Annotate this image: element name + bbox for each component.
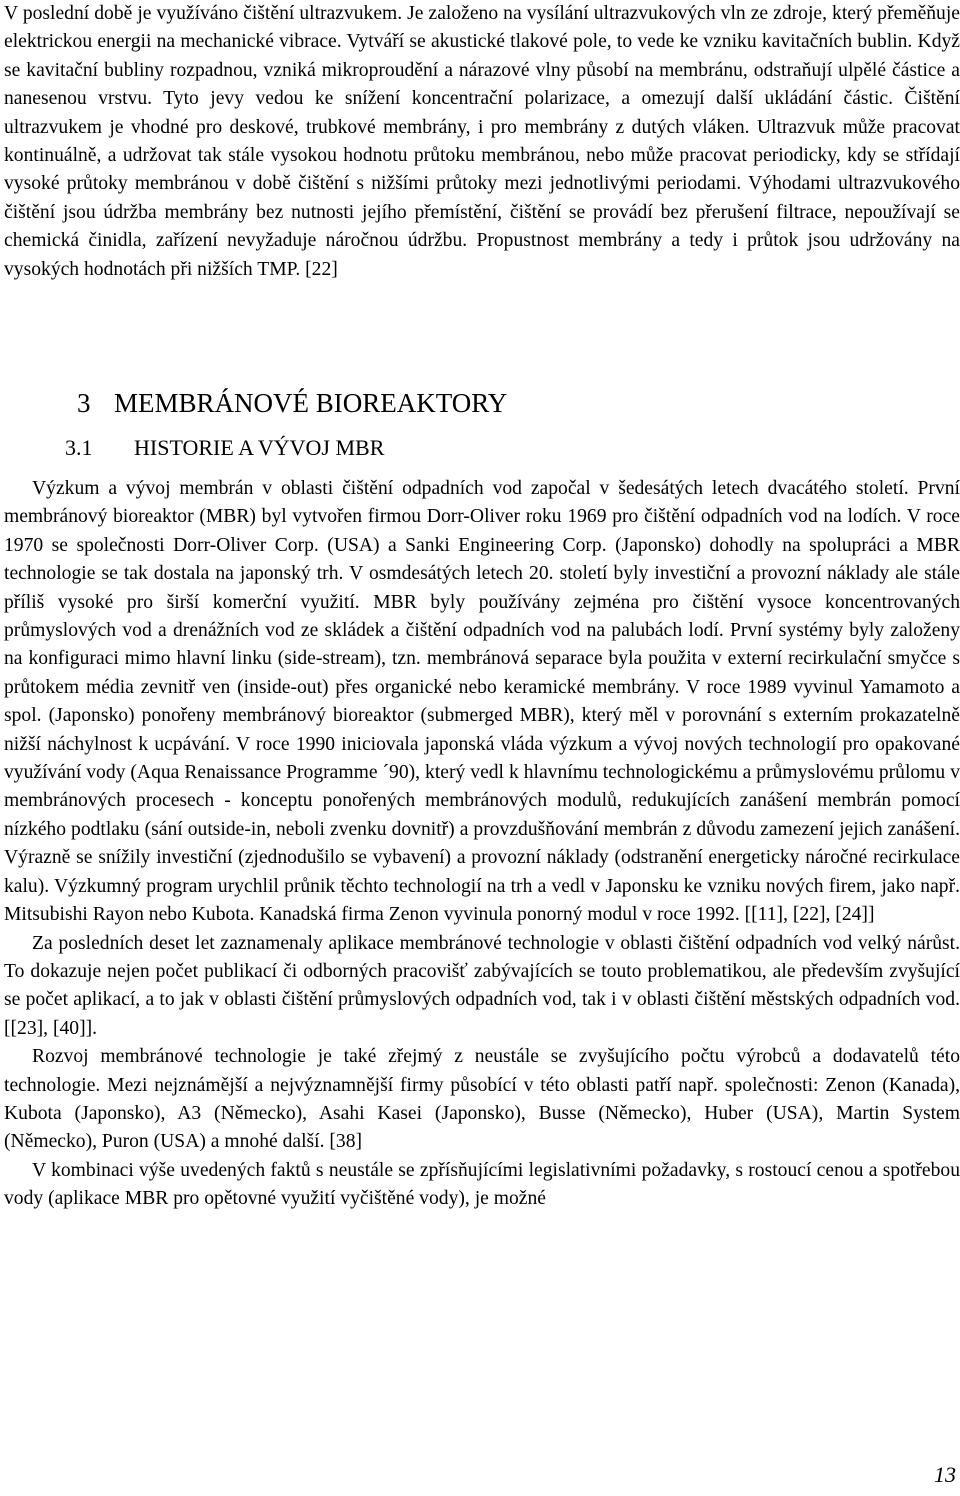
document-page xyxy=(4,0,960,1496)
body-paragraph: Výzkum a vývoj membrán v oblasti čištění odpadních vod započal v šedesátých letech dvacátého století. První membránový bioreaktor (MBR) byl vytvořen firmou Dorr-Oliver roku 1969 pro čištění odpadních vod na lodích. V roce 1970 se společnosti Dorr-Oliver Corp. (USA) a Sanki Engineering Corp. (Japonsko) dohodly na spolupráci a MBR technologie se tak dostala na japonský trh. V osmdesátých letech 20. století byly investiční a provozní náklady ale stále příliš vysoké pro širší komerční využití. MBR byly používány zejména pro čištění vysoce koncentrovaných průmyslových vod a drenážních vod ze skládek a čištění odpadních vod na palubách lodí. První systémy byly založeny na konfiguraci mimo hlavní linku (side-stream), tzn. membránová separace byla použita v externí recirkulační smyčce s průtokem média zevnitř ven (inside-out) přes organické nebo keramické membrány. V roce 1989 vyvinul Yamamoto a spol. (Japonsko) ponořeny membránový bioreaktor (submerged MBR), který měl v porovnání s externím prokazatelně nižší náchylnost k ucpávání. V roce 1990 iniciovala japonská vláda výzkum a vývoj nových technologií pro opakované využívání vody (Aqua Renaissance Programme ´90), který vedl k hlavnímu technologickému a průmyslovému průlomu v membránových procesech - konceptu ponořených membránových modulů, redukujících zanášení membrán pomocí nízkého podtlaku (sání outside-in, neboli zvenku dovnitř) a provzdušňování membrán z důvodu zamezení jejich zanášení. Výrazně se snížily investiční (zjednodušilo se vybavení) a provozní náklady (odstranění energeticky náročné recirkulace kalu). Výzkumný program urychlil průnik těchto technologií na trh a vedl v Japonsku ke vzniku nových firem, jako např. Mitsubishi Rayon nebo Kubota. Kanadská firma Zenon vyvinula ponorný modul v roce 1992. [[11], [22], [24]] xyxy=(4,478,960,926)
page-number: 13 xyxy=(934,1462,956,1487)
body-paragraph: Za posledních deset let zaznamenaly aplikace membránové technologie v oblasti čištění odpadních vod velký nárůst. To dokazuje nejen počet publikací či odborných pracovišť zabývajících se touto problematikou, ale především zvyšující se počet aplikací, a to jak v oblasti čištění průmyslových odpadních vod, tak i v oblasti čištění městských odpadních vod. [[23], [40]]. xyxy=(4,932,960,1039)
section-heading xyxy=(65,435,384,461)
section-title: HISTORIE A VÝVOJ MBR xyxy=(134,435,385,460)
chapter-number: 3 xyxy=(77,388,91,418)
chapter-title: MEMBRÁNOVÉ BIOREAKTORY xyxy=(114,388,508,418)
chapter-heading xyxy=(77,388,507,419)
body-paragraph: Rozvoj membránové technologie je také zřejmý z neustále se zvyšujícího počtu výrobců a dodavatelů této technologie. Mezi nejznámější a nejvýznamnější firmy působící v této oblasti patří např. společnosti: Zenon (Kanada), Kubota (Japonsko), A3 (Německo), Asahi Kasei (Japonsko), Busse (Německo), Huber (USA), Martin System (Německo), Puron (USA) a mnohé další. [38] xyxy=(4,1046,960,1153)
section-body xyxy=(4,475,960,1214)
body-paragraph: V kombinaci výše uvedených faktů s neustále se zpřísňujícími legislativními požadavky, s rostoucí cenou a spotřebou vody (aplikace MBR pro opětovné využití vyčištěné vody), je možné xyxy=(4,1159,960,1210)
intro-paragraph: V poslední době je využíváno čištění ultrazvukem. Je založeno na vysílání ultrazvukových vln ze zdroje, který přeměňuje elektrickou energii na mechanické vibrace. Vytváří se akustické tlakové pole, to vede ke vzniku kavitačních bublin. Když se kavitační bubliny rozpadnou, vzniká mikroproudění a nárazové vlny působí na membránu, odstraňují ulpělé částice a nanesenou vrstvu. Tyto jevy vedou ke snížení koncentrační polarizace, a omezují další ukládání částic. Čištění ultrazvukem je vhodné pro deskové, trubkové membrány, i pro membrány z dutých vláken. Ultrazvuk může pracovat kontinuálně, a udržovat tak stále vysokou hodnotu průtoku membránou, nebo může pracovat periodicky, kdy se střídají vysoké průtoky membránou v době čištění s nižšími průtoky mezi jednotlivými periodami. Výhodami ultrazvukového čištění jsou údržba membrány bez nutnosti jejího přemístění, čištění se provádí bez přerušení filtrace, nepoužívají se chemická činidla, zařízení nevyžaduje náročnou údržbu. Propustnost membrány a tedy i průtok jsou udržovány na vysokých hodnotách při nižších TMP. [22] xyxy=(4,3,960,280)
section-number: 3.1 xyxy=(65,435,93,460)
